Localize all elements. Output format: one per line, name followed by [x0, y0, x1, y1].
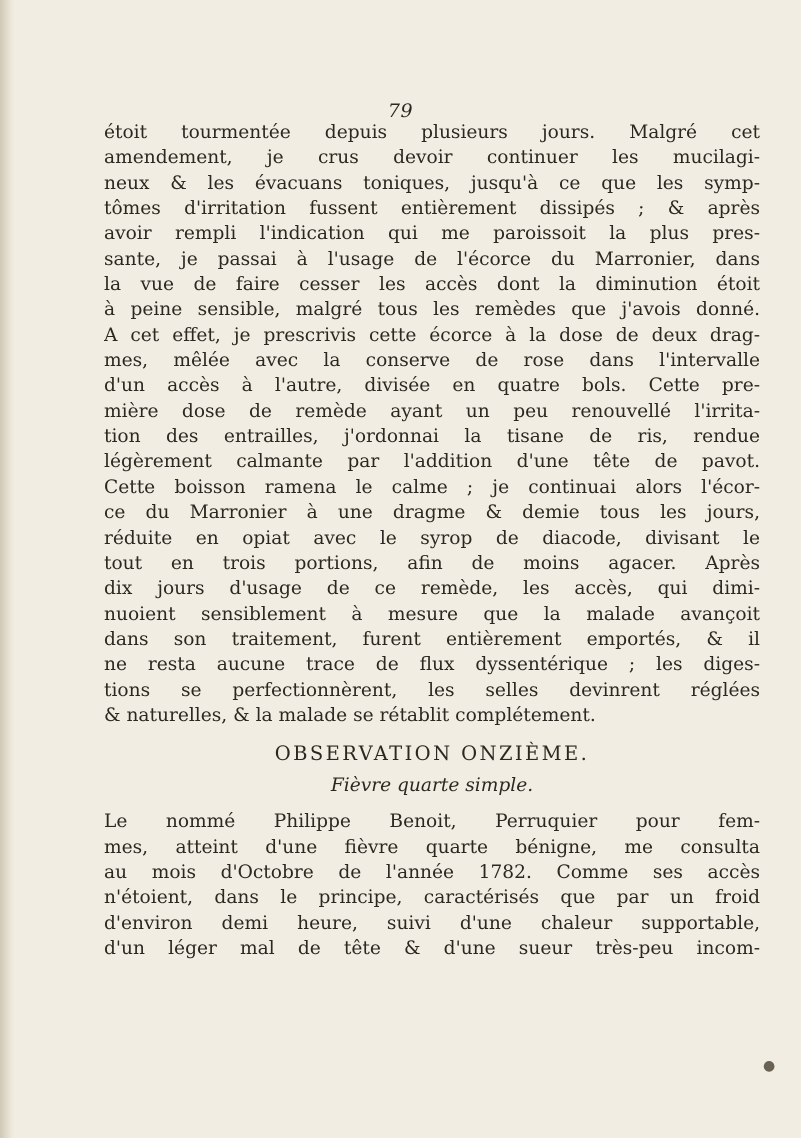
text-line: tion des entrailles, j'ordonnai la tisane de ris, rendue [104, 426, 760, 448]
paragraph-observation-eleven [104, 809, 760, 961]
text-line: légèrement calmante par l'addition d'une tête de pavot. [104, 451, 760, 473]
text-line: mes, mêlée avec la conserve de rose dans l'intervalle [104, 350, 760, 372]
text-line: tômes d'irritation fussent entièrement dissipés ; & après [104, 198, 760, 220]
text-line: d'environ demi heure, suivi d'une chaleur supportable, [104, 912, 760, 934]
ink-blot-mark: ● [763, 1058, 776, 1074]
text-line: amendement, je crus devoir continuer les mucilagi- [104, 147, 760, 169]
text-line: d'un accès à l'autre, divisée en quatre bols. Cette pre- [104, 375, 760, 397]
page-number: 79 [387, 100, 414, 122]
text-line: tout en trois portions, afin de moins agacer. Après [104, 552, 760, 574]
text-line: tions se perfectionnèrent, les selles devinrent réglées [104, 679, 760, 701]
section-title: OBSERVATION ONZIÈME. [274, 742, 590, 766]
text-line: la vue de faire cesser les accès dont la diminution étoit [104, 274, 760, 296]
text-line: mière dose de remède ayant un peu renouvellé l'irrita- [104, 400, 760, 422]
body-text [104, 120, 760, 961]
text-line: étoit tourmentée depuis plusieurs jours. Malgré cet [104, 122, 760, 143]
text-line: A cet effet, je prescrivis cette écorce à la dose de deux drag- [104, 324, 760, 346]
text-line: n'étoient, dans le principe, caractérisés que par un froid [104, 887, 760, 909]
text-line: & naturelles, & la malade se rétablit complétement. [104, 704, 596, 726]
text-line: à peine sensible, malgré tous les remèdes que j'avois donné. [104, 299, 760, 321]
text-line: dans son traitement, furent entièrement emportés, & il [104, 628, 760, 650]
text-line: Le nommé Philippe Benoit, Perruquier pour fem- [104, 811, 760, 833]
text-line: mes, atteint d'une fièvre quarte bénigne, me consulta [104, 836, 760, 858]
paragraph-observation-end [104, 120, 760, 728]
text-line: réduite en opiat avec le syrop de diacode, divisant le [104, 527, 760, 549]
text-line: ne resta aucune trace de flux dyssentérique ; les diges- [104, 654, 760, 676]
text-line: nuoient sensiblement à mesure que la malade avançoit [104, 603, 760, 625]
text-line: Cette boisson ramena le calme ; je continuai alors l'écor- [104, 476, 760, 498]
text-line: avoir rempli l'indication qui me paroissoit la plus pres- [104, 223, 760, 245]
text-line: au mois d'Octobre de l'année 1782. Comme ses accès [104, 861, 760, 883]
text-line: d'un léger mal de tête & d'une sueur très-peu incom- [104, 937, 760, 959]
text-line: ce du Marronier à une dragme & demie tous les jours, [104, 502, 760, 524]
text-line: sante, je passai à l'usage de l'écorce du Marronier, dans [104, 248, 760, 270]
text-line: dix jours d'usage de ce remède, les accès, qui dimi- [104, 578, 760, 600]
text-line: neux & les évacuans toniques, jusqu'à ce que les symp- [104, 172, 760, 194]
section-subtitle: Fièvre quarte simple. [330, 775, 534, 797]
